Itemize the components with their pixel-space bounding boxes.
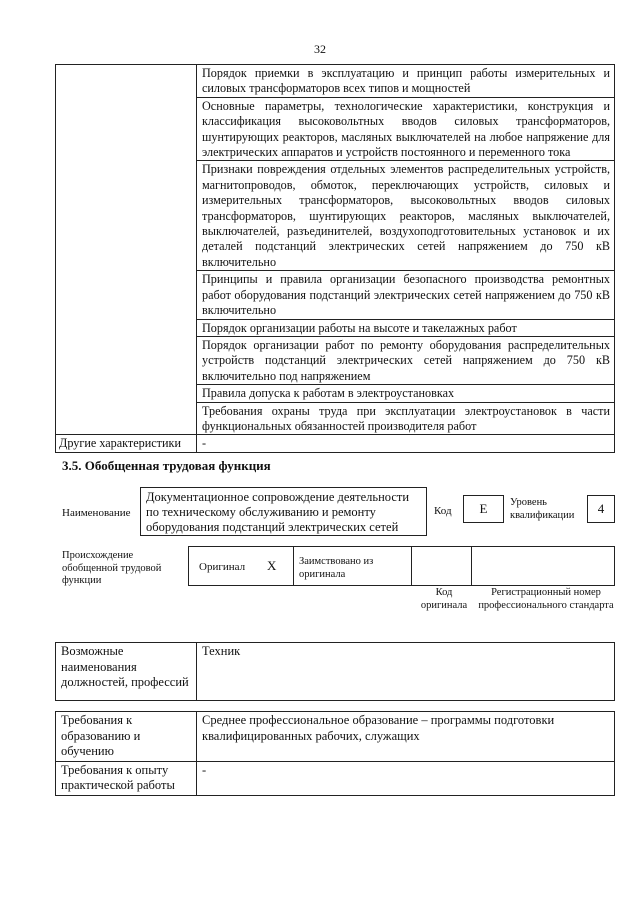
code-label: Код (434, 505, 452, 517)
name-label: Наименование (62, 507, 131, 519)
knowledge-row: Требования охраны труда при эксплуатации электроустановок в части функциональных обязанностей производителя работ (197, 402, 615, 435)
code-original-label: Код оригинала (420, 587, 468, 611)
experience-value: - (197, 761, 615, 795)
knowledge-row: Принципы и правила организации безопасного производства ремонтных работ оборудования подстанций электрических сетей напряжением до 750 кВ включительно (197, 271, 615, 319)
borrowed-label: Заимствовано из оригинала (299, 556, 374, 580)
knowledge-row: Основные параметры, технологические характеристики, конструкция и классификация высоковольтных вводов силовых трансформаторов, шунтирующих реакторов, масляных выключателей на любое напряжение для электрических аппаратов и устройств постоянного и переменного тока (197, 97, 615, 161)
knowledge-row: Порядок приемки в эксплуатацию и принцип работы измерительных и силовых трансформаторов всех типов и мощностей (197, 65, 615, 98)
original-label: Оригинал (199, 561, 246, 573)
education-value: Среднее профессиональное образование – программы подготовки квалифицированных рабочих, служащих (197, 712, 615, 762)
original-mark: X (267, 558, 277, 573)
job-titles-label: Возможные наименования должностей, профессий (56, 643, 197, 701)
divider (411, 546, 412, 586)
reg-number-label: Регистрационный номер профессионального стандарта (478, 587, 614, 611)
divider (471, 546, 472, 586)
divider (293, 546, 294, 586)
knowledge-table (55, 64, 615, 453)
knowledge-row: Признаки повреждения отдельных элементов распределительных устройств, магнитопроводов, обмоток, переключающих устройств, силовых и измерительных трансформаторов, высоковольтных вводов силовых трансформаторов, шунтирующих реакторов, масляных выключателей, выключателей, разъединителей, воздухоподготовительных установок и их деталей подстанций электрических сетей напряжением до 750 кВ включительно (197, 161, 615, 271)
level-value: 4 (587, 495, 615, 523)
knowledge-row: Порядок организации работы на высоте и такелажных работ (197, 319, 615, 336)
experience-label: Требования к опыту практической работы (56, 761, 197, 795)
origin-label: Происхождение обобщенной трудовой функции (62, 550, 162, 586)
section-title: 3.5. Обобщенная трудовая функция (62, 458, 271, 473)
knowledge-row: Порядок организации работ по ремонту оборудования распределительных устройств подстанций электрических сетей напряжением до 750 кВ включительно под напряжением (197, 336, 615, 384)
knowledge-row: Правила допуска к работам в электроустановках (197, 385, 615, 402)
education-label: Требования к образованию и обучению (56, 712, 197, 762)
code-value: Е (463, 495, 504, 523)
origin-box (188, 546, 615, 586)
other-characteristics-value: - (197, 435, 615, 453)
requirements-table (55, 711, 615, 796)
job-titles-value: Техник (197, 643, 615, 701)
empty-label-cell (56, 65, 197, 435)
name-value: Документационное сопровождение деятельности по техническому обслуживанию и ремонту оборудования подстанций электрических сетей (140, 487, 427, 536)
level-label: Уровень квалификации (510, 497, 575, 521)
job-titles-table (55, 642, 615, 701)
page-number: 32 (314, 42, 326, 56)
other-characteristics-label: Другие характеристики (56, 435, 197, 453)
